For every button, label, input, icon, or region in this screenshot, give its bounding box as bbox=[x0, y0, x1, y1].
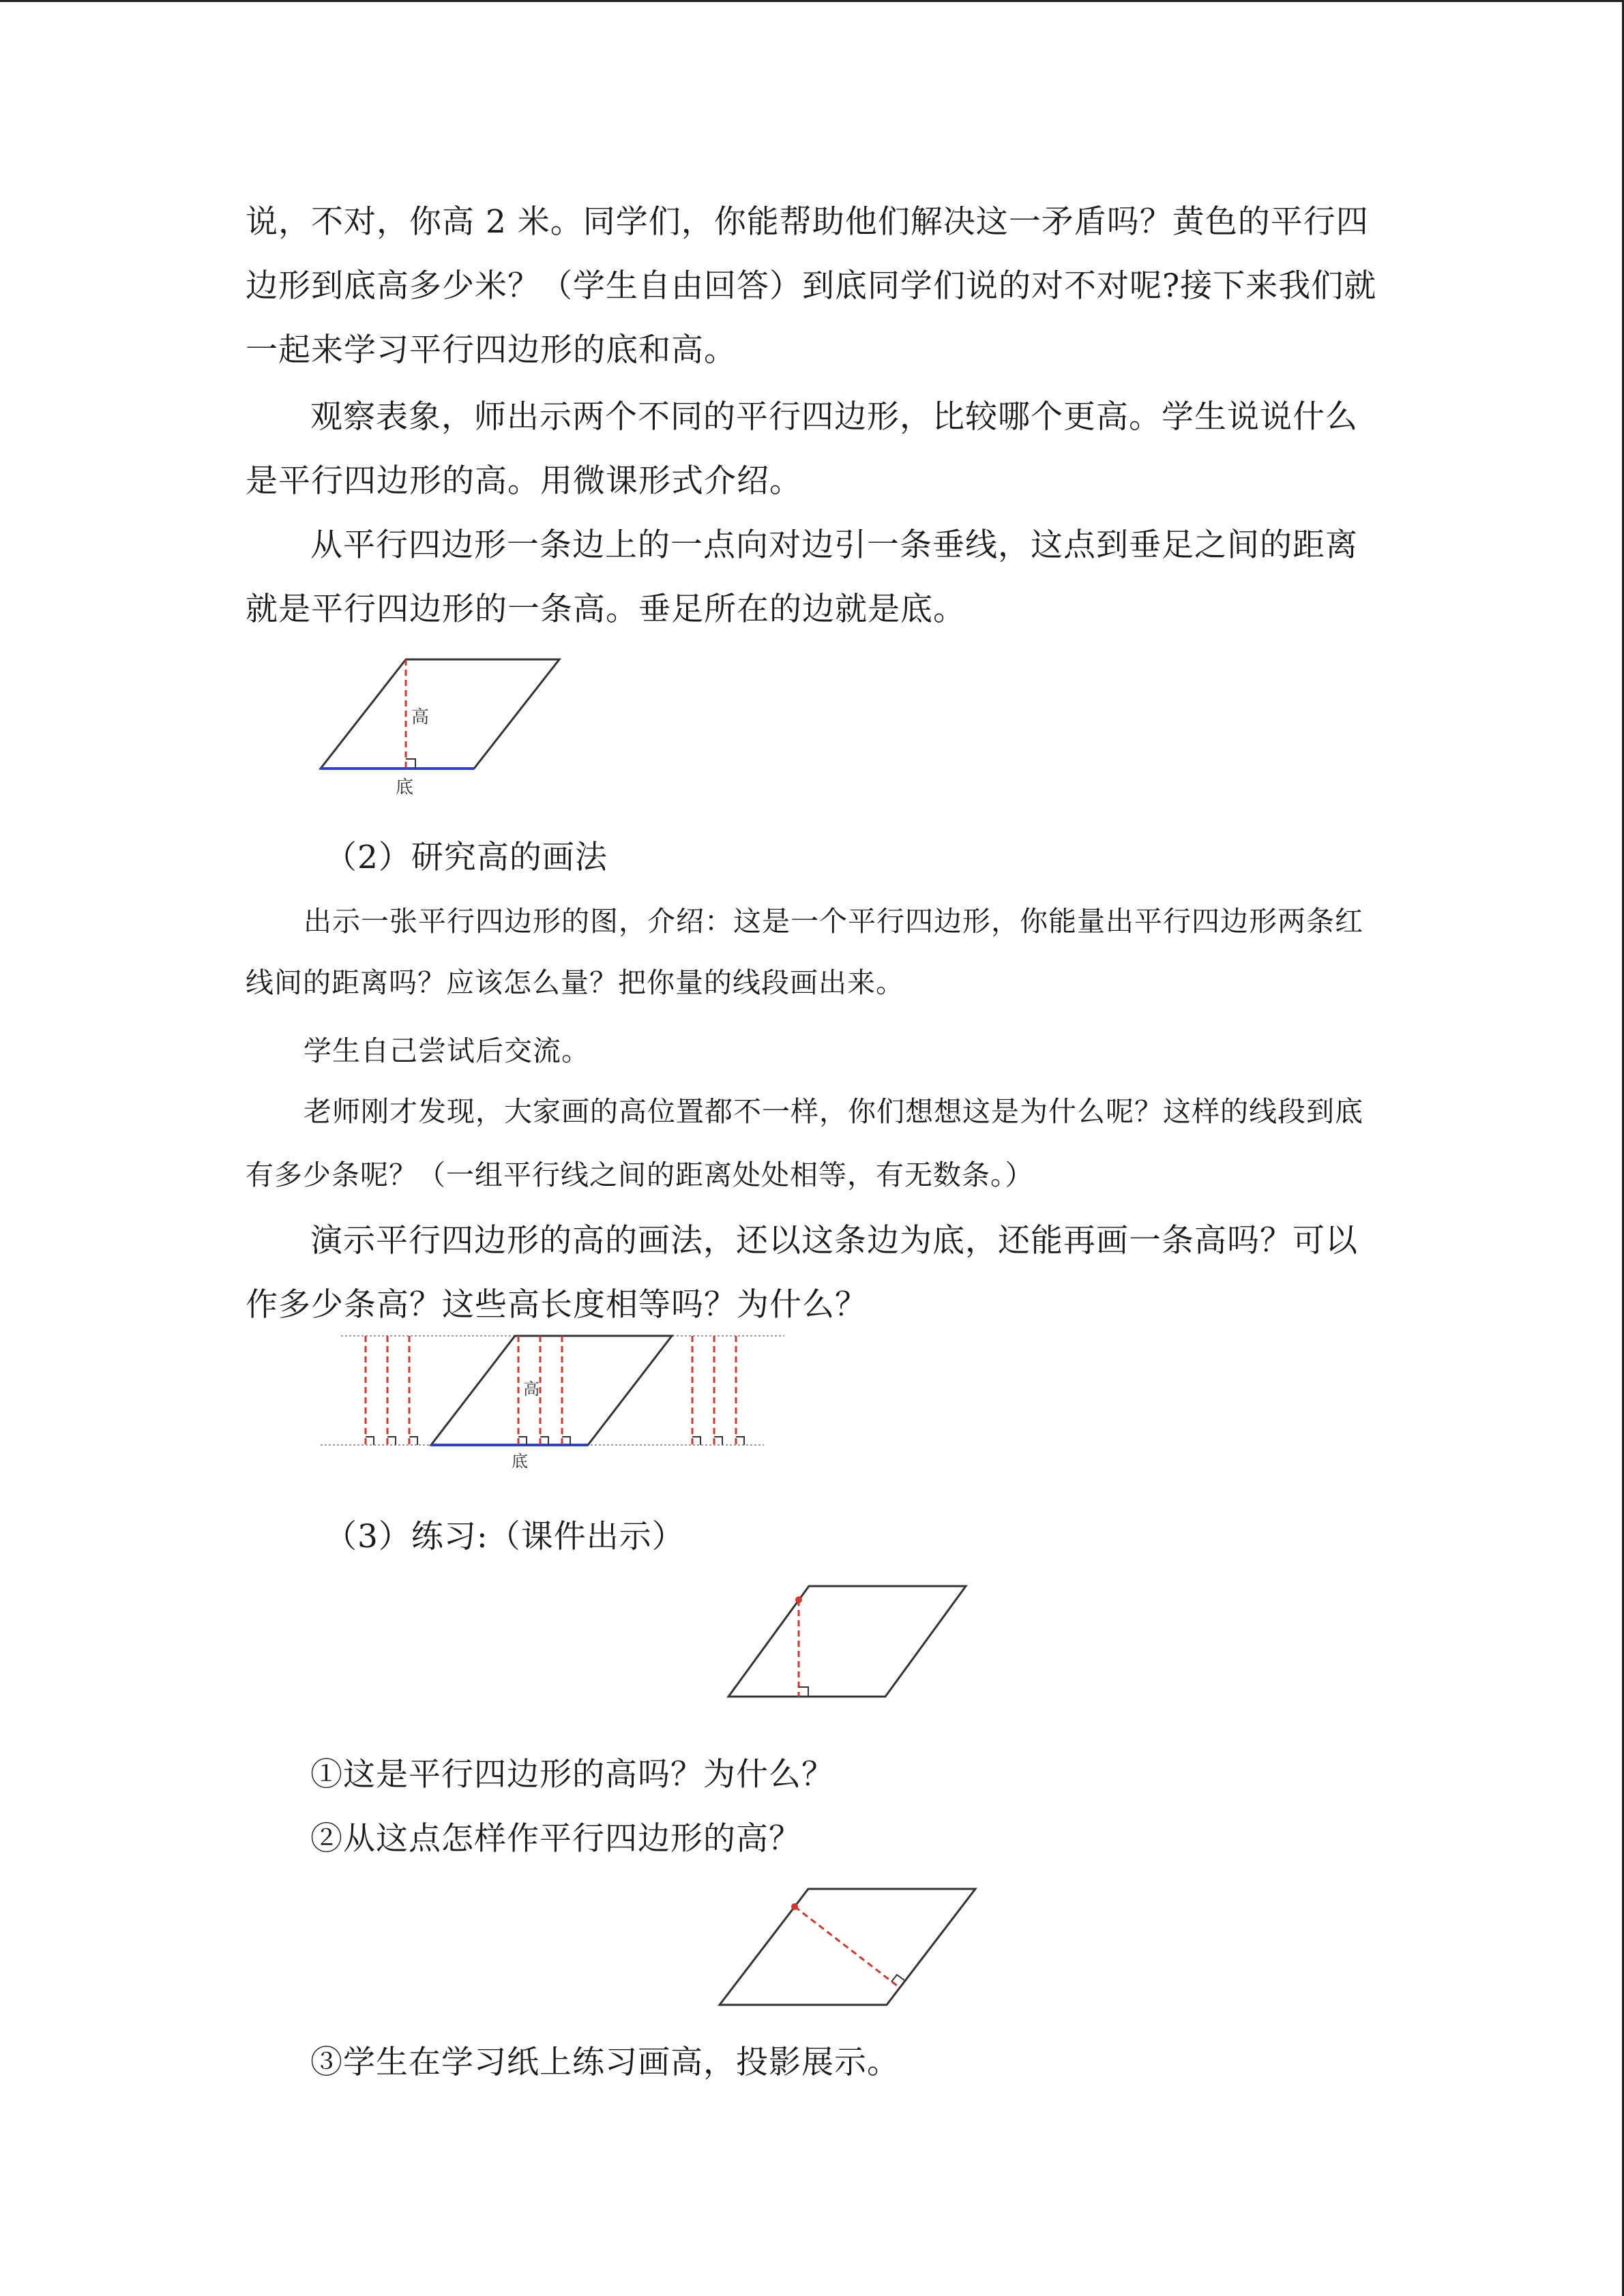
paragraph-2-line-2: 是平行四边形的高。用微课形式介绍。 bbox=[246, 462, 802, 500]
figure-1-outline bbox=[321, 659, 559, 769]
figure-1-height-label: 高 bbox=[411, 707, 430, 728]
figure-4-point bbox=[791, 1903, 798, 1910]
figure-4-parallelogram bbox=[709, 1877, 982, 2013]
question-3: ③学生在学习纸上练习画高，投影展示。 bbox=[310, 2044, 900, 2081]
section-2-title: （2）研究高的画法 bbox=[325, 839, 608, 876]
figure-3-parallelogram bbox=[716, 1575, 975, 1705]
figure-2-outline bbox=[431, 1336, 672, 1445]
figure-2-right-angle bbox=[366, 1437, 374, 1445]
paragraph-2-line-1: 观察表象，师出示两个不同的平行四边形，比较哪个更高。学生说说什么 bbox=[310, 398, 1358, 436]
figure-2-right-angle bbox=[387, 1437, 396, 1445]
figure-2-right-angle bbox=[714, 1437, 722, 1445]
figure-3-outline bbox=[728, 1586, 966, 1697]
paragraph-4-line-2: 线间的距离吗？应该怎么量？把你量的线段画出来。 bbox=[246, 966, 904, 999]
figure-2-right-angle bbox=[692, 1437, 700, 1445]
figure-2-parallel-heights bbox=[314, 1326, 791, 1480]
figure-3-right-angle bbox=[799, 1687, 808, 1697]
figure-4-height-line bbox=[795, 1907, 899, 1987]
paragraph-1-line-1: 说，不对，你高 2 米。同学们，你能帮助他们解决这一矛盾吗？黄色的平行四 bbox=[246, 203, 1369, 241]
question-2: ②从这点怎样作平行四边形的高？ bbox=[310, 1820, 801, 1858]
paragraph-3-line-1: 从平行四边形一条边上的一点向对边引一条垂线，这点到垂足之间的距离 bbox=[310, 526, 1358, 564]
figure-2-right-angle bbox=[409, 1437, 417, 1445]
figure-2-height-label: 高 bbox=[523, 1380, 540, 1399]
paragraph-5: 学生自己尝试后交流。 bbox=[304, 1034, 590, 1067]
paragraph-6-line-1: 老师刚才发现，大家画的高位置都不一样，你们想想这是为什么呢？这样的线段到底 bbox=[304, 1095, 1363, 1128]
paragraph-4-line-1: 出示一张平行四边形的图，介绍：这是一个平行四边形，你能量出平行四边形两条红 bbox=[304, 905, 1363, 938]
paragraph-1-line-3: 一起来学习平行四边形的底和高。 bbox=[246, 331, 737, 369]
figure-4-right-angle bbox=[891, 1975, 904, 1982]
section-3-title: （3）练习:（课件出示） bbox=[325, 1518, 685, 1555]
figure-2-base-label: 底 bbox=[512, 1452, 528, 1471]
figure-1-parallelogram bbox=[300, 651, 573, 801]
figure-1-right-angle bbox=[406, 759, 415, 769]
paragraph-1-line-2: 边形到底高多少米？（学生自由回答）到底同学们说的对不对呢?接下来我们就 bbox=[246, 267, 1377, 305]
figure-1-base-label: 底 bbox=[396, 777, 414, 798]
paragraph-7-line-2: 作多少条高？这些高长度相等吗？为什么？ bbox=[246, 1286, 868, 1324]
page-border-top bbox=[0, 0, 1624, 2]
figure-2-right-angle bbox=[736, 1437, 744, 1445]
paragraph-7-line-1: 演示平行四边形的高的画法，还以这条边为底，还能再画一条高吗？可以 bbox=[310, 1222, 1358, 1259]
paragraph-3-line-2: 就是平行四边形的一条高。垂足所在的边就是底。 bbox=[246, 591, 966, 628]
question-1: ①这是平行四边形的高吗？为什么？ bbox=[310, 1756, 834, 1793]
figure-3-point bbox=[795, 1596, 802, 1603]
paragraph-6-line-2: 有多少条呢？（一组平行线之间的距离处处相等，有无数条。） bbox=[246, 1159, 1034, 1191]
